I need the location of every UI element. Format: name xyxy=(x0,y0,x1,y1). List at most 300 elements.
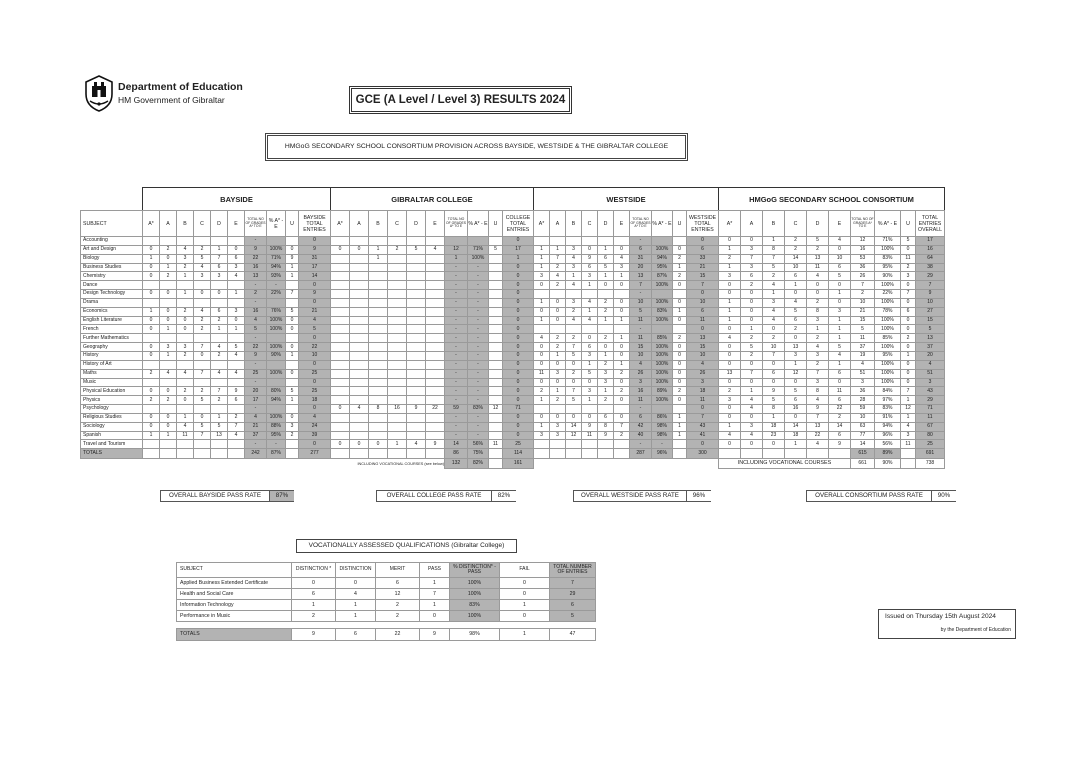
subject-cell: Business Studies xyxy=(81,263,143,272)
data-cell xyxy=(369,334,388,343)
data-cell: 37 xyxy=(245,431,267,440)
consortium-voc-label: INCLUDING VOCATIONAL COURSES xyxy=(719,459,851,469)
voc-cell: 12 xyxy=(376,589,420,600)
data-cell: 4 xyxy=(807,440,829,449)
data-cell: 2 xyxy=(566,334,582,343)
col-grade: C xyxy=(785,211,807,237)
subject-cell: English Literature xyxy=(81,316,143,325)
data-cell: 0 xyxy=(143,343,160,352)
empty-cell xyxy=(426,449,445,459)
data-cell: 100% xyxy=(267,245,286,254)
data-cell: 0 xyxy=(503,263,534,272)
col-grade: D xyxy=(407,211,426,237)
data-cell: 0 xyxy=(503,396,534,405)
data-cell xyxy=(407,360,426,369)
data-cell: 2 xyxy=(143,396,160,405)
data-cell: 2 xyxy=(388,245,407,254)
data-cell: 78% xyxy=(875,307,901,316)
college-voc-total: 161 xyxy=(503,459,534,469)
data-cell xyxy=(350,387,369,396)
data-cell: 25 xyxy=(299,387,331,396)
data-cell: 16 xyxy=(245,307,267,316)
data-cell: 36 xyxy=(851,263,875,272)
data-cell: 3 xyxy=(550,369,566,378)
issued-date: Issued on Thursday 15th August 2024 xyxy=(885,613,996,620)
data-cell: 0 xyxy=(177,316,194,325)
voc-cell: 7 xyxy=(420,589,450,600)
table-row xyxy=(81,245,945,254)
data-cell: - xyxy=(245,298,267,307)
data-cell: 0 xyxy=(673,378,687,387)
data-cell: 0 xyxy=(741,316,763,325)
data-cell xyxy=(228,378,245,387)
data-cell xyxy=(194,334,211,343)
data-cell: 1 xyxy=(445,254,468,263)
data-cell: 7 xyxy=(194,369,211,378)
data-cell: 11 xyxy=(177,431,194,440)
data-cell: 27 xyxy=(916,307,945,316)
data-cell: 0 xyxy=(719,360,741,369)
data-cell: 0 xyxy=(741,413,763,422)
data-cell: 4 xyxy=(916,360,945,369)
data-cell xyxy=(177,440,194,449)
data-cell: 0 xyxy=(160,422,177,431)
data-cell: 3 xyxy=(582,387,598,396)
data-cell: 12 xyxy=(785,369,807,378)
data-cell: 2 xyxy=(160,396,177,405)
data-cell: - xyxy=(468,334,489,343)
data-cell: 1 xyxy=(534,422,550,431)
data-cell: - xyxy=(445,413,468,422)
data-cell: 10 xyxy=(687,351,719,360)
data-cell: 3 xyxy=(566,245,582,254)
data-cell: 7 xyxy=(807,369,829,378)
data-cell xyxy=(388,369,407,378)
data-cell: 80 xyxy=(916,431,945,440)
data-cell xyxy=(673,237,687,246)
data-cell: 100% xyxy=(875,360,901,369)
data-cell xyxy=(388,290,407,299)
data-cell: 0 xyxy=(143,272,160,281)
data-cell xyxy=(331,343,350,352)
data-cell xyxy=(534,405,550,414)
empty-cell xyxy=(286,449,299,459)
data-cell: - xyxy=(468,369,489,378)
data-cell: 0 xyxy=(550,378,566,387)
data-cell xyxy=(426,431,445,440)
data-cell xyxy=(426,290,445,299)
data-cell: - xyxy=(445,343,468,352)
data-cell: - xyxy=(468,281,489,290)
voc-total-cell: 22 xyxy=(376,629,420,641)
table-row xyxy=(81,298,945,307)
data-cell: 9 xyxy=(829,440,851,449)
data-cell: 0 xyxy=(614,351,630,360)
data-cell: 3 xyxy=(228,307,245,316)
data-cell: 3 xyxy=(550,422,566,431)
data-cell: - xyxy=(468,298,489,307)
data-cell xyxy=(489,431,503,440)
data-cell xyxy=(426,351,445,360)
col-grade: E xyxy=(614,211,630,237)
total-pct-cell: 89% xyxy=(875,449,901,459)
data-cell: 100% xyxy=(468,254,489,263)
data-cell: 1 xyxy=(582,307,598,316)
data-cell xyxy=(160,405,177,414)
total-grades-cell: 242 xyxy=(245,449,267,459)
empty-cell xyxy=(763,449,785,459)
data-cell: 0 xyxy=(503,334,534,343)
data-cell: 1 xyxy=(388,440,407,449)
data-cell xyxy=(652,290,673,299)
data-cell: 1 xyxy=(582,396,598,405)
data-cell: 4 xyxy=(194,263,211,272)
data-cell xyxy=(331,351,350,360)
data-cell: 7 xyxy=(851,281,875,290)
data-cell xyxy=(369,237,388,246)
data-cell: 6 xyxy=(829,369,851,378)
table-row xyxy=(81,351,945,360)
data-cell: 1 xyxy=(598,245,614,254)
data-cell xyxy=(369,387,388,396)
data-cell: 1 xyxy=(160,263,177,272)
data-cell: 12 xyxy=(566,431,582,440)
data-cell xyxy=(614,405,630,414)
data-cell: 97% xyxy=(875,396,901,405)
data-cell: 7 xyxy=(763,254,785,263)
voc-total-cell: 98% xyxy=(450,629,500,641)
data-cell: 11 xyxy=(630,316,652,325)
data-cell: 3 xyxy=(566,298,582,307)
table-row xyxy=(81,290,945,299)
data-cell: 3 xyxy=(582,272,598,281)
data-cell: 9 xyxy=(763,387,785,396)
data-cell xyxy=(489,254,503,263)
data-cell: 1 xyxy=(286,272,299,281)
data-cell: 15 xyxy=(687,272,719,281)
data-cell: 13 xyxy=(916,334,945,343)
data-cell xyxy=(489,413,503,422)
data-cell: 26 xyxy=(687,369,719,378)
data-cell: 100% xyxy=(875,343,901,352)
data-cell xyxy=(286,405,299,414)
col-total-entries: WESTSIDE TOTAL ENTRIES xyxy=(687,211,719,237)
data-cell: - xyxy=(445,281,468,290)
data-cell: 2 xyxy=(807,360,829,369)
data-cell xyxy=(331,272,350,281)
empty-cell xyxy=(350,449,369,459)
data-cell: 4 xyxy=(719,334,741,343)
empty-cell xyxy=(807,449,829,459)
data-cell: 0 xyxy=(614,378,630,387)
data-cell: 0 xyxy=(829,245,851,254)
data-cell xyxy=(489,325,503,334)
data-cell xyxy=(614,290,630,299)
data-cell: 100% xyxy=(267,369,286,378)
data-cell: - xyxy=(245,281,267,290)
data-cell: 98% xyxy=(652,431,673,440)
data-cell: 13 xyxy=(211,431,228,440)
data-cell: 4 xyxy=(785,298,807,307)
data-cell: 11 xyxy=(687,396,719,405)
data-cell: 6 xyxy=(598,413,614,422)
data-cell: 0 xyxy=(673,396,687,405)
data-cell: 12 xyxy=(851,237,875,246)
gibraltar-crest-icon xyxy=(82,74,116,112)
data-cell: 83% xyxy=(875,405,901,414)
data-cell: 9 xyxy=(582,254,598,263)
data-cell: 2 xyxy=(177,263,194,272)
subject-cell: Accounting xyxy=(81,237,143,246)
data-cell: 1 xyxy=(534,396,550,405)
data-cell: 71% xyxy=(267,254,286,263)
data-cell: 19 xyxy=(851,351,875,360)
data-cell: 2 xyxy=(851,290,875,299)
results-table xyxy=(80,187,945,469)
data-cell xyxy=(426,413,445,422)
data-cell: 0 xyxy=(143,413,160,422)
voc-cell: 6 xyxy=(376,578,420,589)
org-name: Department of Education xyxy=(118,81,243,93)
data-cell: - xyxy=(468,290,489,299)
data-cell xyxy=(550,290,566,299)
data-cell: 4 xyxy=(211,343,228,352)
data-cell: 100% xyxy=(267,343,286,352)
data-cell: 15 xyxy=(916,316,945,325)
data-cell: 6 xyxy=(829,396,851,405)
data-cell: 16 xyxy=(916,245,945,254)
data-cell xyxy=(388,360,407,369)
data-cell xyxy=(211,405,228,414)
data-cell: 1 xyxy=(673,431,687,440)
data-cell: - xyxy=(652,440,673,449)
data-cell xyxy=(143,405,160,414)
data-cell: 15 xyxy=(851,316,875,325)
table-row xyxy=(81,334,945,343)
data-cell: 14 xyxy=(566,422,582,431)
voc-col-header: % DISTINCTION* - PASS xyxy=(450,563,500,578)
data-cell: 3 xyxy=(177,254,194,263)
data-cell: 4 xyxy=(807,343,829,352)
data-cell: - xyxy=(468,263,489,272)
col-u: U xyxy=(673,211,687,237)
data-cell: 2 xyxy=(901,263,916,272)
data-cell: 1 xyxy=(503,254,534,263)
data-cell: - xyxy=(445,387,468,396)
data-cell xyxy=(489,237,503,246)
page-title: GCE (A Level / Level 3) RESULTS 2024 xyxy=(351,88,570,112)
data-cell xyxy=(194,298,211,307)
data-cell xyxy=(407,281,426,290)
data-cell: - xyxy=(445,290,468,299)
data-cell: 0 xyxy=(719,440,741,449)
data-cell: 1 xyxy=(785,281,807,290)
data-cell: 0 xyxy=(286,369,299,378)
data-cell: 1 xyxy=(211,325,228,334)
data-cell xyxy=(286,440,299,449)
voc-cell: 1 xyxy=(420,600,450,611)
empty-cell xyxy=(741,449,763,459)
data-cell: 23 xyxy=(763,431,785,440)
data-cell: 10 xyxy=(829,254,851,263)
voc-cell: 100% xyxy=(450,611,500,622)
data-cell: 17 xyxy=(916,237,945,246)
data-cell xyxy=(426,369,445,378)
data-cell: - xyxy=(245,334,267,343)
voc-cell: 5 xyxy=(550,611,596,622)
voc-col-header: TOTAL NUMBER OF ENTRIES xyxy=(550,563,596,578)
data-cell: 13 xyxy=(785,343,807,352)
data-cell xyxy=(350,351,369,360)
empty-cell xyxy=(719,449,741,459)
pass-rate-value: 90% xyxy=(931,491,956,501)
data-cell: 4 xyxy=(807,272,829,281)
data-cell: 13 xyxy=(630,272,652,281)
data-cell: 5 xyxy=(211,422,228,431)
data-cell xyxy=(177,298,194,307)
data-cell: 0 xyxy=(829,378,851,387)
data-cell: 1 xyxy=(550,351,566,360)
data-cell xyxy=(388,254,407,263)
data-cell xyxy=(407,298,426,307)
data-cell xyxy=(445,237,468,246)
data-cell xyxy=(652,405,673,414)
data-cell: 4 xyxy=(719,431,741,440)
data-cell xyxy=(407,351,426,360)
voc-cell: 7 xyxy=(550,578,596,589)
voc-cell: 0 xyxy=(500,578,550,589)
data-cell: 0 xyxy=(687,440,719,449)
data-cell xyxy=(228,298,245,307)
consortium-pass-rate xyxy=(806,490,956,502)
data-cell xyxy=(407,343,426,352)
data-cell: 80% xyxy=(267,387,286,396)
data-cell: 1 xyxy=(211,245,228,254)
data-cell xyxy=(331,281,350,290)
data-cell: 0 xyxy=(741,290,763,299)
data-cell xyxy=(489,422,503,431)
data-cell xyxy=(426,360,445,369)
org-sub: HM Government of Gibraltar xyxy=(118,95,225,105)
data-cell xyxy=(489,360,503,369)
data-cell: 2 xyxy=(550,281,566,290)
data-cell: 26 xyxy=(630,369,652,378)
data-cell xyxy=(194,405,211,414)
data-cell xyxy=(566,237,582,246)
data-cell: 2 xyxy=(598,360,614,369)
data-cell: 4 xyxy=(407,440,426,449)
data-cell: 6 xyxy=(630,245,652,254)
subject-cell: Religious Studies xyxy=(81,413,143,422)
data-cell xyxy=(489,387,503,396)
group-westside: WESTSIDE xyxy=(534,188,719,211)
data-cell: 94% xyxy=(267,396,286,405)
data-cell: 18 xyxy=(785,431,807,440)
data-cell: - xyxy=(445,298,468,307)
data-cell: 9 xyxy=(598,431,614,440)
data-cell: - xyxy=(245,360,267,369)
voc-cell: 0 xyxy=(420,611,450,622)
data-cell: 4 xyxy=(534,334,550,343)
data-cell: 1 xyxy=(807,325,829,334)
data-cell: 16 xyxy=(630,387,652,396)
data-cell: 6 xyxy=(785,396,807,405)
data-cell xyxy=(550,405,566,414)
data-cell: - xyxy=(245,378,267,387)
data-cell xyxy=(350,272,369,281)
data-cell: 2 xyxy=(614,387,630,396)
data-cell: 1 xyxy=(369,254,388,263)
data-cell: 4 xyxy=(426,245,445,254)
data-cell: 14 xyxy=(785,422,807,431)
data-cell: 0 xyxy=(673,298,687,307)
col-total-entries: COLLEGE TOTAL ENTRIES xyxy=(503,211,534,237)
data-cell: 1 xyxy=(763,413,785,422)
data-cell xyxy=(388,422,407,431)
table-row xyxy=(81,440,945,449)
data-cell: 63 xyxy=(851,422,875,431)
data-cell xyxy=(331,316,350,325)
data-cell: 6 xyxy=(211,263,228,272)
total-entries-cell: 114 xyxy=(503,449,534,459)
data-cell: 1 xyxy=(550,245,566,254)
data-cell: 0 xyxy=(719,281,741,290)
voc-cell: 0 xyxy=(500,611,550,622)
data-cell: 83% xyxy=(875,254,901,263)
data-cell: 1 xyxy=(177,290,194,299)
data-cell: 0 xyxy=(901,316,916,325)
data-cell: 11 xyxy=(630,334,652,343)
data-cell: 21 xyxy=(299,307,331,316)
data-cell xyxy=(369,360,388,369)
voc-cell: Health and Social Care xyxy=(177,589,292,600)
empty-cell xyxy=(407,449,426,459)
data-cell: 7 xyxy=(550,254,566,263)
data-cell: 1 xyxy=(829,316,851,325)
data-cell xyxy=(489,378,503,387)
data-cell xyxy=(407,422,426,431)
data-cell xyxy=(582,237,598,246)
col-grade: C xyxy=(582,211,598,237)
data-cell: 90% xyxy=(267,351,286,360)
table-row xyxy=(81,343,945,352)
data-cell xyxy=(426,343,445,352)
data-cell: 4 xyxy=(763,307,785,316)
data-cell xyxy=(407,413,426,422)
data-cell: - xyxy=(445,263,468,272)
data-cell: 4 xyxy=(350,405,369,414)
data-cell: 22 xyxy=(299,343,331,352)
data-cell: 4 xyxy=(177,422,194,431)
data-cell: 0 xyxy=(785,290,807,299)
data-cell: 91% xyxy=(875,413,901,422)
data-cell: 1 xyxy=(598,387,614,396)
data-cell xyxy=(350,413,369,422)
subject-cell: Geography xyxy=(81,343,143,352)
voc-col-header: MERIT xyxy=(376,563,420,578)
data-cell xyxy=(350,298,369,307)
data-cell xyxy=(388,378,407,387)
data-cell: 0 xyxy=(566,413,582,422)
data-cell: 67 xyxy=(916,422,945,431)
data-cell: 0 xyxy=(901,298,916,307)
data-cell: 6 xyxy=(228,396,245,405)
data-cell xyxy=(160,378,177,387)
data-cell: 39 xyxy=(299,431,331,440)
data-cell: 0 xyxy=(763,440,785,449)
data-cell: 22 xyxy=(829,405,851,414)
data-cell xyxy=(350,422,369,431)
